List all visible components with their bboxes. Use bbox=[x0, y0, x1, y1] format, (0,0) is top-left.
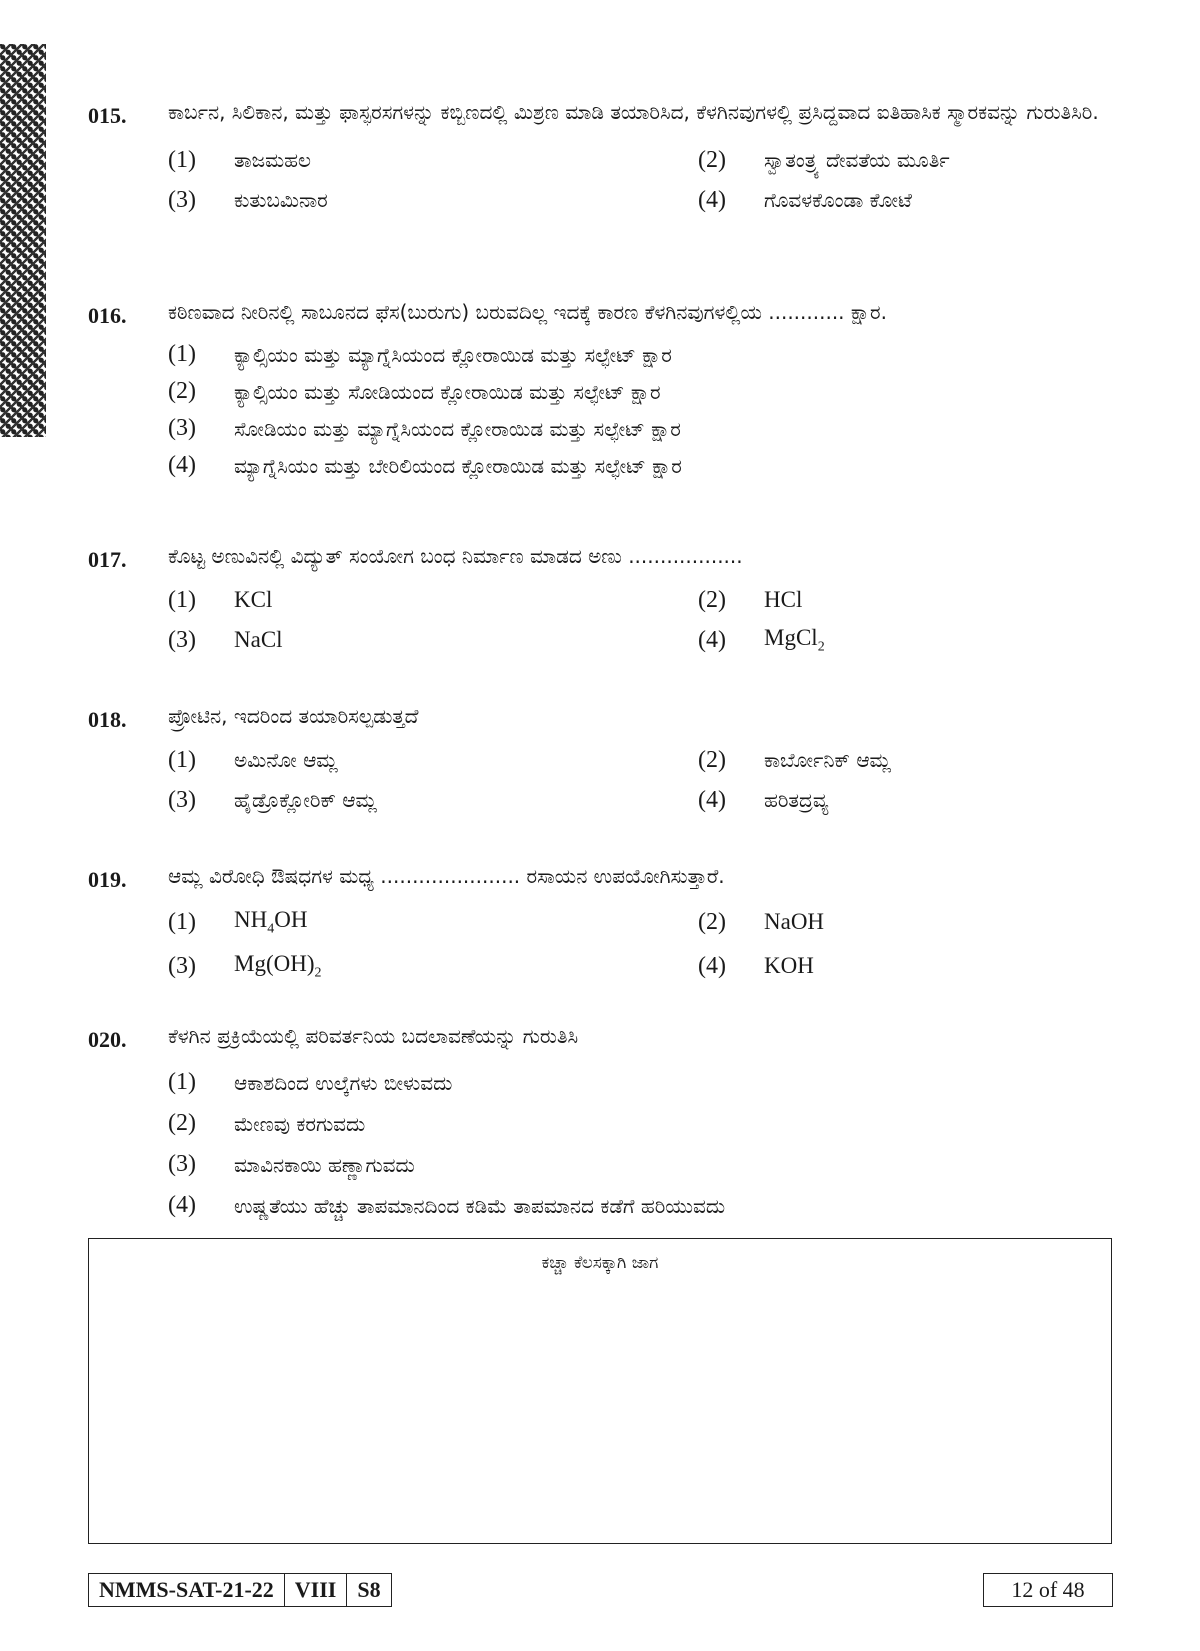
option-2: (2) ಸ್ವಾತಂತ್ರ್ಯ ದೇವತೆಯ ಮೂರ್ತಿ bbox=[698, 146, 950, 173]
exam-code: NMMS-SAT-21-22 bbox=[99, 1577, 274, 1602]
option-4: (4) MgCl$_2$ bbox=[698, 624, 825, 655]
option-4: (4) ಉಷ್ಣತೆಯು ಹೆಚ್ಚು ತಾಪಮಾನದಿಂದ ಕಡಿಮೆ ತಾಪಮಾನದ ಕಡೆಗೆ ಹರಿಯುವದು bbox=[168, 1192, 726, 1218]
question-text: ಆಮ್ಲ ವಿರೋಧಿ ಔಷಧಗಳ ಮಧ್ಯ ...................... ರಸಾಯನ ಉಪಯೋಗಿಸುತ್ತಾರೆ. bbox=[168, 864, 725, 888]
option-3: (3) NaCl bbox=[168, 626, 283, 653]
option-3: (3) ಕುತುಬಮಿನಾರ bbox=[168, 186, 328, 213]
option-4: (4) KOH bbox=[698, 952, 814, 979]
question-number: 020. bbox=[88, 1027, 127, 1052]
option-4: (4) ಗೊವಳಕೊಂಡಾ ಕೋಟೆ bbox=[698, 186, 912, 213]
option-3: (3) ಹೈಡ್ರೊಕ್ಲೋರಿಕ್ ಆಮ್ಲ bbox=[168, 786, 377, 813]
question-number: 016. bbox=[88, 303, 127, 328]
question-text: ಕೆಳಗಿನ ಪ್ರಕ್ರಿಯೆಯಲ್ಲಿ ಪರಿವರ್ತನಿಯ ಬದಲಾವಣೆಯನ್ನು ಗುರುತಿಸಿ bbox=[168, 1024, 579, 1048]
option-3: (3) $Mg(OH)_2$ bbox=[168, 950, 322, 981]
option-1: (1) KCl bbox=[168, 586, 273, 613]
decorative-border-pattern bbox=[0, 44, 46, 437]
question-number: 019. bbox=[88, 867, 127, 892]
option-1: (1) ಅಮಿನೋ ಆಮ್ಲ bbox=[168, 746, 338, 773]
option-3: (3) ಮಾವಿನಕಾಯಿ ಹಣ್ಣಾಗುವದು bbox=[168, 1151, 415, 1177]
question-018 bbox=[88, 700, 1122, 820]
question-text: ಕಠಿಣವಾದ ನೀರಿನಲ್ಲಿ ಸಾಬೂನದ ಫೆಸ(ಬುರುಗು) ಬರುವದಿಲ್ಲ ಇದಕ್ಕೆ ಕಾರಣ ಕೆಳಗಿನವುಗಳಲ್ಲಿಯ ............ ಕ್ಷಾರ. bbox=[168, 300, 887, 324]
class-label: VIII bbox=[284, 1574, 347, 1606]
option-3: (3) ಸೋಡಿಯಂ ಮತ್ತು ಮ್ಯಾಗ್ನೆಸಿಯಂದ ಕ್ಲೋರಾಯಿಡ ಮತ್ತು ಸಲ್ಫೇಟ್ ಕ್ಷಾರ bbox=[168, 415, 681, 441]
option-2: (2) NaOH bbox=[698, 908, 825, 935]
option-2: (2) ಕ್ಯಾಲ್ಸಿಯಂ ಮತ್ತು ಸೋಡಿಯಂದ ಕ್ಲೋರಾಯಿಡ ಮತ್ತು ಸಲ್ಫೇಟ್ ಕ್ಷಾರ bbox=[168, 378, 661, 404]
option-1: (1) ತಾಜಮಹಲ bbox=[168, 146, 311, 173]
question-016 bbox=[88, 296, 1122, 484]
rough-work-box bbox=[88, 1238, 1112, 1544]
question-020 bbox=[88, 1020, 1122, 1226]
option-1: (1) $NH_4OH$ bbox=[168, 906, 308, 937]
question-text: ಕೊಟ್ಟ ಅಣುವಿನಲ್ಲಿ ವಿದ್ಯುತ್ ಸಂಯೋಗ ಬಂಧ ನಿರ್ಮಾಣ ಮಾಡದ ಅಣು .................. bbox=[168, 544, 743, 568]
question-text: ಕಾರ್ಬನ, ಸಿಲಿಕಾನ, ಮತ್ತು ಫಾಸ್ಫರಸಗಳನ್ನು ಕಬ್ಬಿಣದಲ್ಲಿ ಮಿಶ್ರಣ ಮಾಡಿ ತಯಾರಿಸಿದ, ಕೆಳಗಿನವುಗಳಲ್ಲಿ ಪ್ರಸಿದ್ದವಾದ ಐತಿಹಾಸಿಕ ಸ್ಮಾರಕವನ್ನು ಗುರುತಿಸಿರಿ. bbox=[168, 100, 1099, 124]
question-text: ಪ್ರೋಟಿನ, ಇದರಿಂದ ತಯಾರಿಸಲ್ಪಡುತ್ತದೆ bbox=[168, 704, 419, 728]
question-number: 018. bbox=[88, 707, 127, 732]
set-label: S8 bbox=[346, 1574, 390, 1606]
page-number: 12 of 48 bbox=[983, 1573, 1113, 1607]
question-number: 017. bbox=[88, 547, 127, 572]
rough-work-label: ಕಚ್ಚಾ ಕೆಲಸಕ್ಕಾಗಿ ಜಾಗ bbox=[541, 1253, 659, 1273]
option-1: (1) ಆಕಾಶದಿಂದ ಉಲ್ಕೆಗಳು ಬೀಳುವದು bbox=[168, 1069, 453, 1095]
question-015 bbox=[88, 96, 1122, 220]
question-number: 015. bbox=[88, 103, 127, 128]
option-2: (2) ಮೇಣವು ಕರಗುವದು bbox=[168, 1110, 366, 1136]
option-4: (4) ಹರಿತದ್ರವ್ಯ bbox=[698, 786, 829, 813]
exam-code-box bbox=[88, 1573, 392, 1607]
option-1: (1) ಕ್ಯಾಲ್ಸಿಯಂ ಮತ್ತು ಮ್ಯಾಗ್ನೆಸಿಯಂದ ಕ್ಲೋರಾಯಿಡ ಮತ್ತು ಸಲ್ಫೇಟ್ ಕ್ಷಾರ bbox=[168, 341, 672, 367]
option-2: (2) HCl bbox=[698, 586, 803, 613]
question-019 bbox=[88, 860, 1122, 986]
question-017 bbox=[88, 540, 1122, 660]
option-2: (2) ಕಾರ್ಬೋನಿಕ್ ಆಮ್ಲ bbox=[698, 746, 891, 773]
option-4: (4) ಮ್ಯಾಗ್ನೆಸಿಯಂ ಮತ್ತು ಬೇರಿಲಿಯಂದ ಕ್ಲೋರಾಯಿಡ ಮತ್ತು ಸಲ್ಫೇಟ್ ಕ್ಷಾರ bbox=[168, 452, 682, 478]
